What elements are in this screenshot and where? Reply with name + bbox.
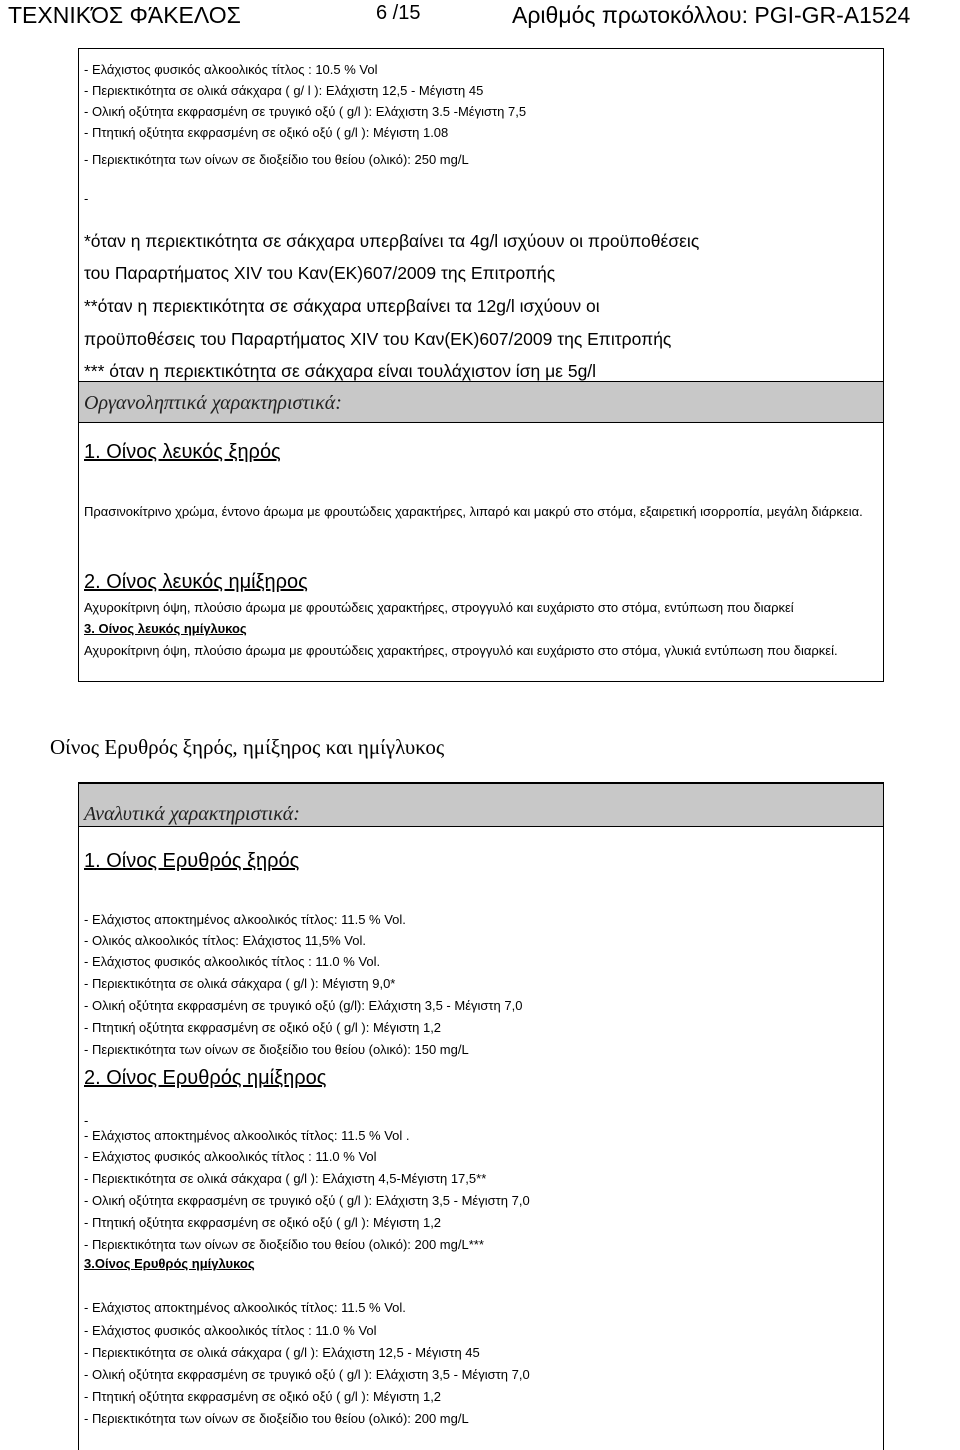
wine-title: 3. Οίνος λευκός ημίγλυκος (84, 621, 247, 636)
wine-title: 2. Οίνος λευκός ημίξηρος (84, 571, 308, 593)
dash-line: - (84, 1113, 89, 1128)
footnote-line: του Παραρτήματος XIV του Καν(ΕΚ)607/2009 της Επιτροπής (84, 263, 556, 283)
dash-line: - (84, 191, 89, 206)
wine-title: 3.Οίνος Ερυθρός ημίγλυκος (84, 1256, 255, 1271)
spec-line: - Ελάχιστος φυσικός αλκοολικός τίτλος : 11.0 % Vol. (84, 954, 381, 969)
spec-line: - Περιεκτικότητα σε ολικά σάκχαρα ( g/l ): Μέγιστη 9,0* (84, 976, 396, 991)
spec-line: - Περιεκτικότητα σε ολικά σάκχαρα ( g/ l ): Ελάχιστη 12,5 - Μέγιστη 45 (84, 83, 484, 98)
footnote-line: *** όταν η περιεκτικότητα σε σάκχαρα είναι τουλάχιστον ίση με 5g/l (84, 361, 597, 381)
wine-description: Πρασινοκίτρινο χρώμα, έντονο άρωμα με φρουτώδεις χαρακτήρες, λιπαρό και μακρύ στο στόμα, εξαιρετική ισορροπία, μεγάλη διάρκεια. (84, 504, 863, 519)
spec-line: - Ολική οξύτητα εκφρασμένη σε τρυγικό οξύ ( g/l ): Ελάχιστη 3,5 - Μέγιστη 7,0 (84, 1367, 530, 1382)
spec-line: - Ελάχιστος αποκτημένος αλκοολικός τίτλος: 11.5 % Vol. (84, 1300, 406, 1315)
spec-line: - Πτητική οξύτητα εκφρασμένη σε οξικό οξύ ( g/l ): Μέγιστη 1,2 (84, 1389, 442, 1404)
spec-line: - Περιεκτικότητα σε ολικά σάκχαρα ( g/l ): Ελάχιστη 4,5-Μέγιστη 17,5** (84, 1171, 487, 1186)
wine-title: 2. Οίνος Ερυθρός ημίξηρος (84, 1067, 327, 1089)
spec-line: - Περιεκτικότητα των οίνων σε διοξείδιο του θείου (ολικό): 250 mg/L (84, 152, 469, 167)
spec-line: - Ελάχιστος φυσικός αλκοολικός τίτλος : 11.0 % Vol (84, 1149, 377, 1164)
spec-line: - Πτητική οξύτητα εκφρασμένη σε οξικό οξύ ( g/l ): Μέγιστη 1.08 (84, 125, 449, 140)
spec-line: - Ελάχιστος φυσικός αλκοολικός τίτλος : 10.5 % Vol (84, 62, 378, 77)
red-wine-heading: Οίνος Ερυθρός ξηρός, ημίξηρος και ημίγλυκος (50, 735, 445, 759)
spec-line: - Περιεκτικότητα των οίνων σε διοξείδιο του θείου (ολικό): 200 mg/L (84, 1411, 469, 1426)
section-title-analytical: Αναλυτικά χαρακτηριστικά: (84, 803, 300, 825)
wine-title: 1. Οίνος Ερυθρός ξηρός (84, 850, 300, 872)
spec-line: - Περιεκτικότητα των οίνων σε διοξείδιο του θείου (ολικό): 200 mg/L*** (84, 1237, 484, 1252)
spec-line: - Ολική οξύτητα εκφρασμένη σε τρυγικό οξύ ( g/l ): Ελάχιστη 3,5 - Μέγιστη 7,0 (84, 1193, 530, 1208)
spec-line: - Ολική οξύτητα εκφρασμένη σε τρυγικό οξύ ( g/l ): Ελάχιστη 3.5 -Μέγιστη 7,5 (84, 104, 527, 119)
wine-description: Αχυροκίτρινη όψη, πλούσιο άρωμα με φρουτώδεις χαρακτήρες, στρογγυλό και ευχάριστο στο στόμα, εντύπωση που διαρκεί (84, 600, 794, 615)
footnote-line: *όταν η περιεκτικότητα σε σάκχαρα υπερβαίνει τα 4g/l ισχύουν οι προϋποθέσεις (84, 231, 700, 251)
spec-line: - Περιεκτικότητα σε ολικά σάκχαρα ( g/l ): Ελάχιστη 12,5 - Μέγιστη 45 (84, 1345, 480, 1360)
header-left: ΤΕΧΝΙΚΌΣ ΦΆΚΕΛΟΣ (8, 2, 241, 28)
spec-line: - Ολικός αλκοολικός τίτλος: Ελάχιστος 11,5% Vol. (84, 933, 366, 948)
spec-line: - Ελάχιστος αποκτημένος αλκοολικός τίτλος: 11.5 % Vol . (84, 1128, 410, 1143)
spec-line: - Ολική οξύτητα εκφρασμένη σε τρυγικό οξύ (g/l): Ελάχιστη 3,5 - Μέγιστη 7,0 (84, 998, 523, 1013)
header-page-number: 6 /15 (376, 2, 421, 24)
spec-line: - Ελάχιστος φυσικός αλκοολικός τίτλος : 11.0 % Vol (84, 1323, 377, 1338)
wine-title: 1. Οίνος λευκός ξηρός (84, 441, 281, 463)
spec-line: - Πτητική οξύτητα εκφρασμένη σε οξικό οξύ ( g/l ): Μέγιστη 1,2 (84, 1020, 442, 1035)
spec-line: - Πτητική οξύτητα εκφρασμένη σε οξικό οξύ ( g/l ): Μέγιστη 1,2 (84, 1215, 442, 1230)
spec-line: - Περιεκτικότητα των οίνων σε διοξείδιο του θείου (ολικό): 150 mg/L (84, 1042, 469, 1057)
header-protocol-number: Αριθμός πρωτοκόλλου: PGI-GR-A1524 (512, 2, 911, 28)
wine-description: Αχυροκίτρινη όψη, πλούσιο άρωμα με φρουτώδεις χαρακτήρες, στρογγυλό και ευχάριστο στο στόμα, γλυκιά εντύπωση που διαρκεί. (84, 643, 838, 658)
footnote-line: προϋποθέσεις του Παραρτήματος XIV του Καν(ΕΚ)607/2009 της Επιτροπής (84, 329, 672, 349)
section-title-organoleptic: Οργανοληπτικά χαρακτηριστικά: (84, 392, 342, 414)
spec-line: - Ελάχιστος αποκτημένος αλκοολικός τίτλος: 11.5 % Vol. (84, 912, 406, 927)
footnote-line: **όταν η περιεκτικότητα σε σάκχαρα υπερβαίνει τα 12g/l ισχύουν οι (84, 296, 600, 316)
